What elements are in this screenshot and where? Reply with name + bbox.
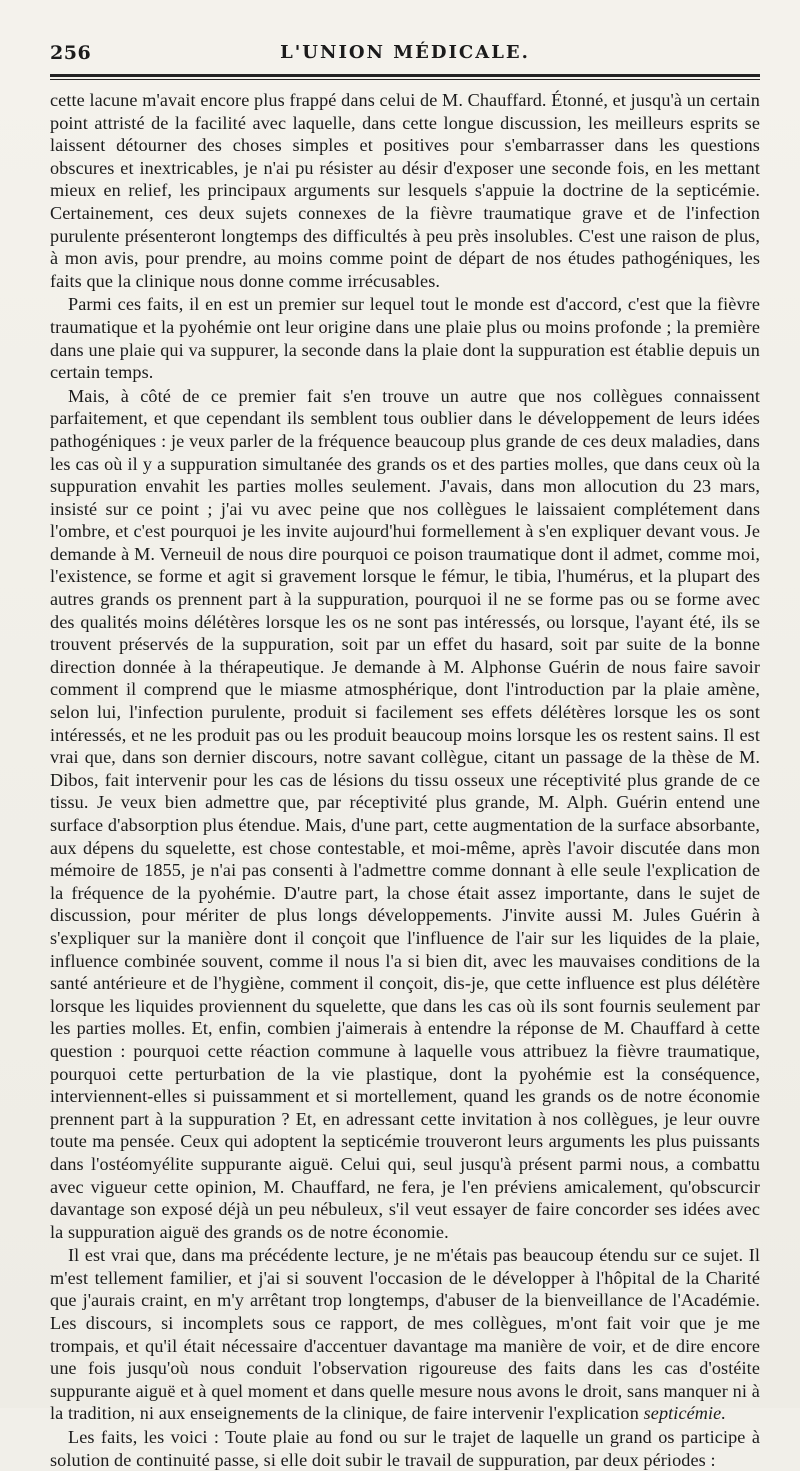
paragraph-2: Parmi ces faits, il en est un premier sur lequel tout le monde est d'accord, c'est que la fièvre traumatique et la pyohémie ont leur origine dans une plaie plus ou moins profonde ; la première dans une plaie qui va suppurer, la seconde dans la plaie dont la suppuration est établie depuis un certain temps. (50, 294, 760, 383)
paragraph-5: Les faits, les voici : Toute plaie au fond ou sur le trajet de laquelle un grand os participe à solution de continuité passe, si elle doit subir le travail de suppuration, par deux périodes : (50, 1427, 760, 1470)
paragraph-1: cette lacune m'avait encore plus frappé dans celui de M. Chauffard. Étonné, et jusqu'à un certain point attristé de la facilité avec laquelle, dans cette longue discussion, les meilleurs esprits se laissent détourner des choses simples et positives pour s'embarrasser dans les questions obscures et inextricables, je n'ai pu résister au désir d'exposer une seconde fois, en les mettant mieux en relief, les principaux arguments sur lesquels s'appuie la doctrine de la septicémie. Certainement, ces deux sujets connexes de la fièvre traumatique grave et de l'infection purulente présenteront longtemps des difficultés à peu près insolubles. C'est une raison de plus, à mon avis, pour prendre, au moins comme point de départ de nos études pathogéniques, les faits que la clinique nous donne comme irrécusables. (50, 90, 760, 291)
paragraph-3: Mais, à côté de ce premier fait s'en trouve un autre que nos collègues connaissent parfaitement, et que cependant ils semblent tous oublier dans le développement de leurs idées pathogéniques : je veux parler de la fréquence beaucoup plus grande de ces deux maladies, dans les cas où il y a suppuration simultanée des grands os et des parties molles, que dans ceux où la suppuration envahit les parties molles seulement. J'avais, dans mon allocution du 23 mars, insisté sur ce point ; j'ai vu avec peine que nos collègues le laissaient complétement dans l'ombre, et c'est pourquoi je les invite aujourd'hui formellement à s'en expliquer devant vous. Je demande à M. Verneuil de nous dire pourquoi ce poison traumatique dont il admet, comme moi, l'existence, se forme et agit si gravement lorsque le fémur, le tibia, l'humérus, et la plupart des autres grands os prennent part à la suppuration, pourquoi il ne se forme pas ou se forme avec des qualités moins délétères lorsque les os ne sont pas intéressés, ou lorsque, l'ayant été, ils se trouvent préservés de la suppuration, soit par un effet du hasard, soit par suite de la bonne direction donnée à la thérapeutique. Je demande à M. Alphonse Guérin de nous faire savoir comment il comprend que le miasme atmosphérique, dont l'introduction par la plaie amène, selon lui, l'infection purulente, produit si facilement ses effets délétères lorsque les os sont intéressés, et ne les produit pas ou les produit beaucoup moins lorsque les os restent sains. Il est vrai que, dans son dernier discours, notre savant collègue, citant un passage de la thèse de M. Dibos, fait intervenir pour les cas de lésions du tissu osseux une réceptivité plus grande de ce tissu. Je veux bien admettre que, par réceptivité plus grande, M. Alph. Guérin entend une surface d'absorption plus étendue. Mais, d'une part, cette augmentation de la surface absorbante, aux dépens du squelette, est chose contestable, et moi-même, après l'avoir discutée dans mon mémoire de 1855, je n'ai pas consenti à l'admettre comme donnant à elle seule l'explication de la fréquence de la pyohémie. D'autre part, la chose était assez importante, dans le sujet de discussion, pour mériter de plus longs développements. J'invite aussi M. Jules Guérin à s'expliquer sur la manière dont il conçoit que l'influence de l'air sur les liquides de la plaie, influence combinée souvent, comme il nous l'a si bien dit, avec les mauvaises conditions de la santé antérieure et de l'hygiène, comment il conçoit, dis-je, que cette influence est plus délétère lorsque les liquides proviennent du squelette, que dans les cas où ils sont fournis seulement par les parties molles. Et, enfin, combien j'aimerais à entendre la réponse de M. Chauffard à cette question : pourquoi cette réaction commune à laquelle vous attribuez la fièvre traumatique, pourquoi cette perturbation de la vie plastique, dont la pyohémie est la conséquence, interviennent-elles si puissamment et si mortellement, quand les grands os de notre économie prennent part à la suppuration ? Et, en adressant cette invitation à nos collègues, je leur ouvre toute ma pensée. Ceux qui adoptent la septicémie trouveront leurs arguments les plus puissants dans l'ostéomyélite suppurante aiguë. Celui qui, seul jusqu'à présent parmi nous, a combattu avec vigueur cette opinion, M. Chauffard, ne fera, je l'en préviens amicalement, qu'obscurcir davantage son exposé déjà un peu nébuleux, s'il veut essayer de faire concorder ses idées avec la suppuration aiguë des grands os de notre économie. (50, 385, 760, 1242)
page-number: 256 (50, 42, 92, 64)
paragraph-4-text: Il est vrai que, dans ma précédente lecture, je ne m'étais pas beaucoup étendu sur ce sujet. Il m'est tellement familier, et j'ai si souvent l'occasion de le développer à l'hôpital de la Charité que j'aurais craint, en m'y arrêtant trop longtemps, d'abuser de la bienveillance de l'Académie. Les discours, si incomplets sous ce rapport, de mes collègues, m'ont fait voir que je me trompais, et qu'il était nécessaire d'accentuer davantage ma manière de voir, et de dire encore une fois jusqu'où nous conduit l'observation rigoureuse des faits dans les cas d'ostéite suppurante aiguë et à quel moment et dans quelle mesure nous avons le droit, sans manquer ni à la tradition, ni aux enseignements de la clinique, de faire intervenir l'explication (50, 1245, 760, 1424)
header-rule (50, 74, 760, 80)
page-header (50, 0, 760, 70)
running-title: L'UNION MÉDICALE. (280, 42, 530, 63)
italic-term: septicémie. (643, 1403, 726, 1424)
body-text (50, 70, 760, 1471)
paragraph-4 (50, 1244, 760, 1425)
